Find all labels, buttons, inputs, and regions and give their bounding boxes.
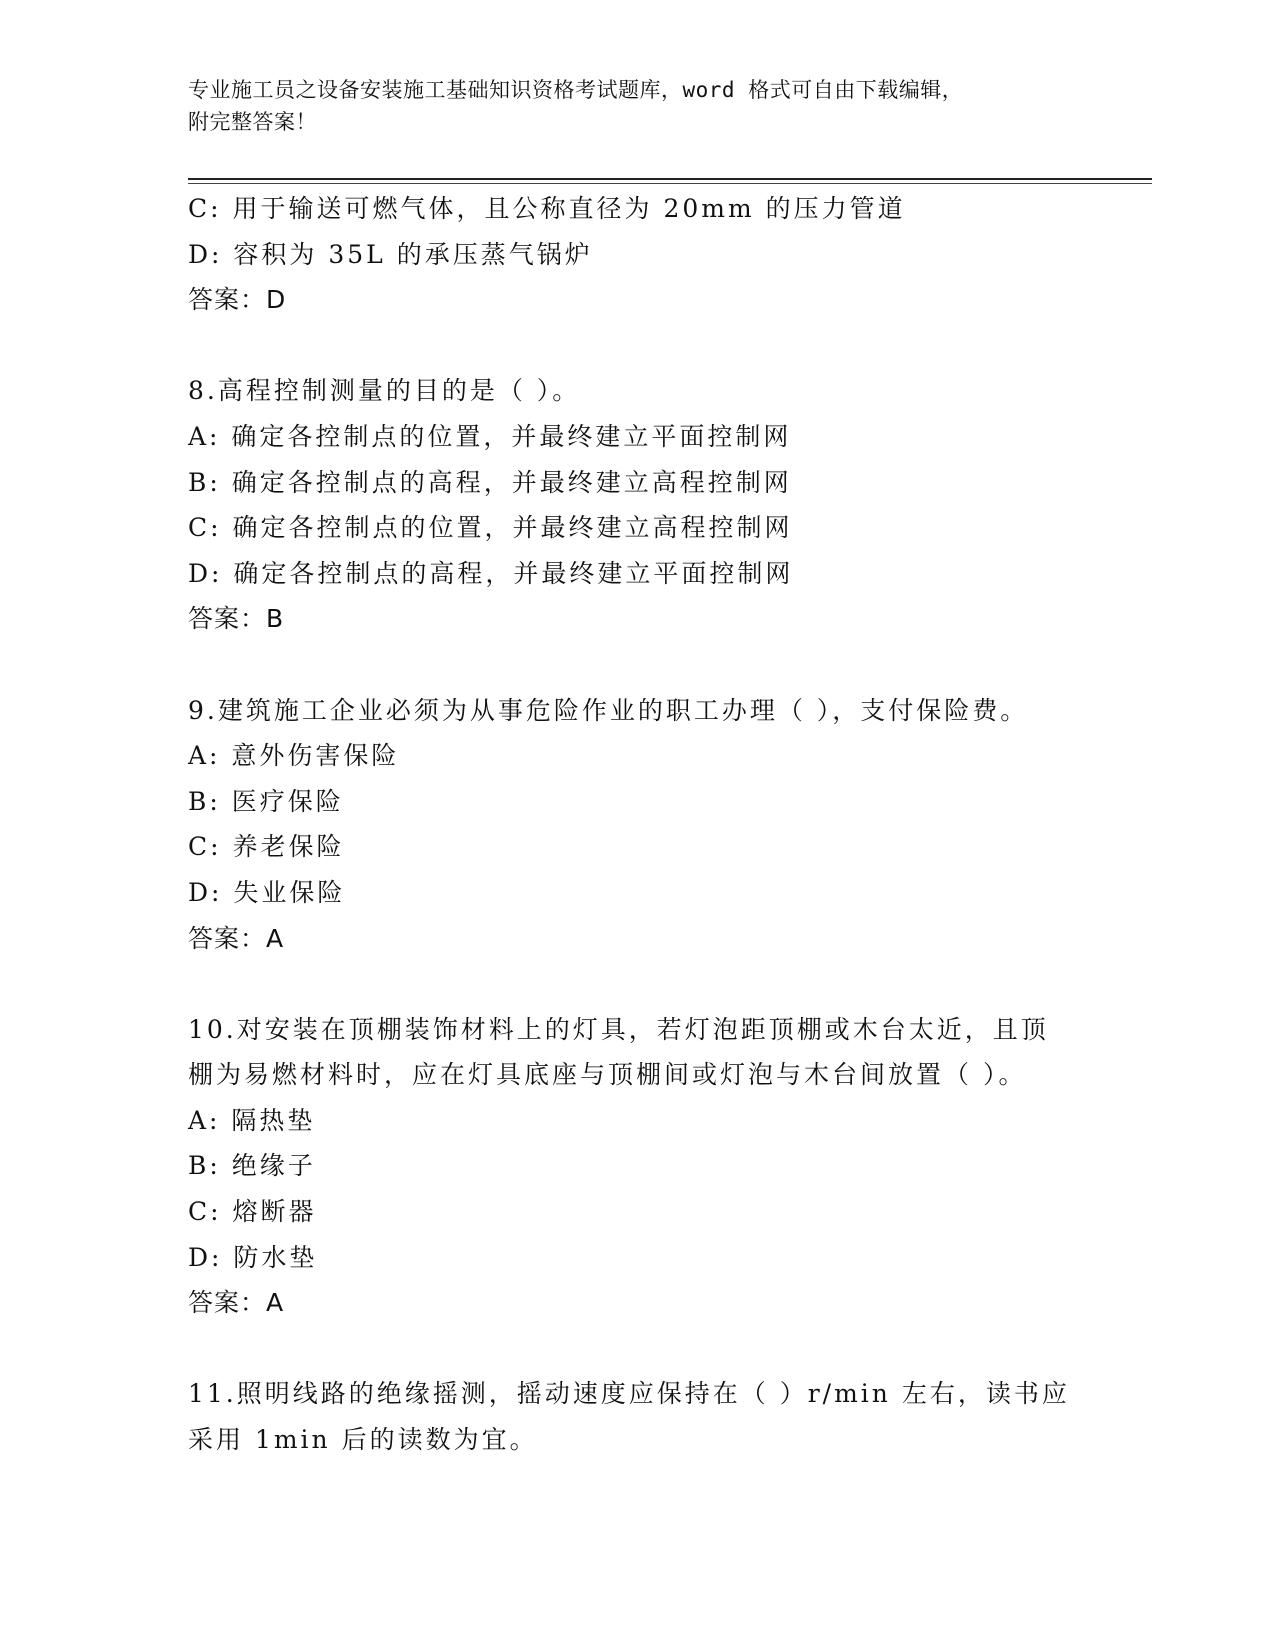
option-c: C: 用于输送可燃气体，且公称直径为 20mm 的压力管道 — [188, 194, 906, 223]
header-divider-thick — [188, 178, 1152, 180]
question-7-tail — [188, 186, 1088, 323]
option-c: C: 确定各控制点的位置，并最终建立高程控制网 — [188, 513, 793, 543]
question-stem-line-2: 采用 1min 后的读数为宜。 — [188, 1425, 538, 1455]
option-d: D: 容积为 35L 的承压蒸气锅炉 — [188, 239, 593, 269]
question-11 — [188, 1371, 1088, 1462]
option-d: D: 失业保险 — [188, 877, 346, 907]
spacer — [188, 323, 1088, 369]
spacer — [188, 961, 1088, 1007]
option-b: B: 确定各控制点的高程，并最终建立高程控制网 — [188, 467, 792, 497]
question-10 — [188, 1007, 1088, 1326]
question-list — [188, 186, 1088, 1463]
option-b: B: 绝缘子 — [188, 1151, 316, 1181]
spacer — [188, 642, 1088, 688]
header-divider-thin — [188, 183, 1152, 184]
option-a: A: 隔热垫 — [188, 1105, 316, 1135]
answer-label: 答案：B — [188, 604, 285, 634]
option-d: D: 防水垫 — [188, 1242, 318, 1272]
question-stem-line-1: 10.对安装在顶棚装饰材料上的灯具，若灯泡距顶棚或木台太近，且顶 — [188, 1014, 1049, 1044]
option-a: A: 确定各控制点的位置，并最终建立平面控制网 — [188, 421, 792, 451]
question-9 — [188, 688, 1088, 962]
header-line-2: 附完整答案！ — [188, 110, 317, 134]
question-stem-line-1: 11.照明线路的绝缘摇测，摇动速度应保持在（ ）r/min 左右，读书应 — [188, 1379, 1070, 1409]
option-d: D: 确定各控制点的高程，并最终建立平面控制网 — [188, 558, 794, 588]
document-header — [188, 74, 1068, 138]
question-stem: 9.建筑施工企业必须为从事危险作业的职工办理（ ），支付保险费。 — [188, 695, 1029, 725]
question-stem-line-2: 棚为易燃材料时，应在灯具底座与顶棚间或灯泡与木台间放置（ ）。 — [188, 1060, 1027, 1090]
option-c: C: 养老保险 — [188, 832, 345, 862]
header-line-1: 专业施工员之设备安装施工基础知识资格考试题库，word 格式可自由下载编辑， — [188, 78, 964, 102]
answer-label: 答案：D — [188, 285, 287, 315]
question-stem: 8.高程控制测量的目的是（ ）。 — [188, 376, 581, 406]
answer-label: 答案：A — [188, 1288, 285, 1318]
spacer — [188, 1326, 1088, 1372]
answer-label: 答案：A — [188, 923, 285, 953]
option-b: B: 医疗保险 — [188, 786, 344, 816]
option-c: C: 熔断器 — [188, 1197, 317, 1227]
option-a: A: 意外伤害保险 — [188, 741, 400, 771]
question-8 — [188, 368, 1088, 642]
